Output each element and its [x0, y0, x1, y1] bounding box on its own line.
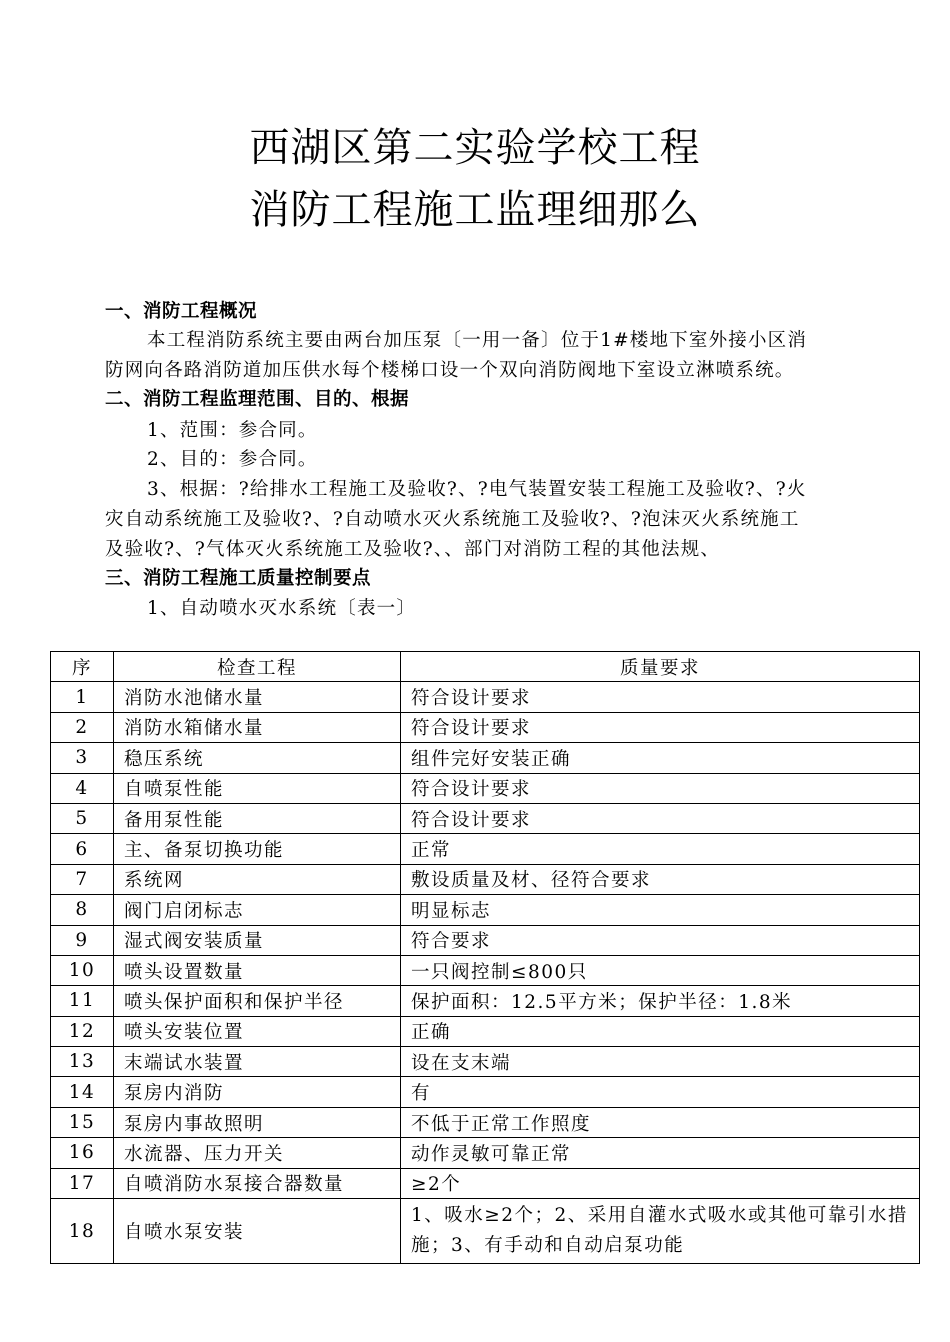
table-row	[51, 864, 920, 894]
row-requirement: 敷设质量及材、径符合要求	[401, 864, 920, 894]
row-item: 自喷水泵安装	[114, 1199, 401, 1264]
table-row	[51, 986, 920, 1016]
row-item: 消防水池储水量	[114, 682, 401, 712]
table-row	[51, 773, 920, 803]
row-requirement: 不低于正常工作照度	[401, 1107, 920, 1137]
table-row	[51, 1199, 920, 1264]
table-row	[51, 895, 920, 925]
row-item: 系统网	[114, 864, 401, 894]
row-index: 2	[51, 712, 114, 742]
header-quality-requirement: 质量要求	[401, 652, 920, 682]
row-requirement: ≥2个	[401, 1168, 920, 1198]
row-item: 喷头设置数量	[114, 955, 401, 985]
section-heading-overview: 一、消防工程概况	[105, 301, 258, 322]
row-item: 喷头保护面积和保护半径	[114, 986, 401, 1016]
table-row	[51, 682, 920, 712]
row-index: 14	[51, 1077, 114, 1107]
row-item: 泵房内消防	[114, 1077, 401, 1107]
row-index: 5	[51, 803, 114, 833]
row-item: 泵房内事故照明	[114, 1107, 401, 1137]
row-index: 13	[51, 1047, 114, 1077]
document-title-line1: 西湖区第二实验学校工程	[249, 125, 701, 171]
row-item: 备用泵性能	[114, 803, 401, 833]
table-row	[51, 1016, 920, 1046]
section-heading-scope: 二、消防工程监理范围、目的、根据	[105, 389, 410, 410]
row-index: 1	[51, 682, 114, 712]
scope-item-basis-line1: 3、根据：?给排水工程施工及验收?、?电气装置安装工程施工及验收?、?火	[147, 479, 807, 500]
table-row	[51, 1077, 920, 1107]
scope-item-basis-line2: 灾自动系统施工及验收?、?自动喷水灭火系统施工及验收?、?泡沫灭火系统施工	[105, 509, 800, 530]
row-requirement: 设在支末端	[401, 1047, 920, 1077]
row-requirement: 正确	[401, 1016, 920, 1046]
row-requirement: 明显标志	[401, 895, 920, 925]
row-item: 主、备泵切换功能	[114, 834, 401, 864]
document-title-line2: 消防工程施工监理细那么	[249, 187, 701, 233]
row-item: 末端试水装置	[114, 1047, 401, 1077]
row-requirement: 动作灵敏可靠正常	[401, 1138, 920, 1168]
row-index: 7	[51, 864, 114, 894]
row-requirement: 一只阀控制≤800只	[401, 955, 920, 985]
scope-item-basis-line3: 及验收?、?气体灭火系统施工及验收?、、部门对消防工程的其他法规、	[105, 539, 721, 560]
row-requirement: 符合设计要求	[401, 773, 920, 803]
header-inspection-item: 检查工程	[114, 652, 401, 682]
row-index: 17	[51, 1168, 114, 1198]
row-item: 稳压系统	[114, 743, 401, 773]
row-requirement: 组件完好安装正确	[401, 743, 920, 773]
table-row	[51, 834, 920, 864]
row-requirement: 1、吸水≥2个；2、采用自灌水式吸水或其他可靠引水措施；3、有手动和自动启泵功能	[401, 1199, 920, 1264]
sprinkler-inspection-table	[50, 651, 920, 1264]
row-index: 4	[51, 773, 114, 803]
row-requirement: 正常	[401, 834, 920, 864]
row-item: 自喷消防水泵接合器数量	[114, 1168, 401, 1198]
header-index: 序	[51, 652, 114, 682]
row-requirement: 符合设计要求	[401, 712, 920, 742]
row-requirement: 有	[401, 1077, 920, 1107]
row-item: 喷头安装位置	[114, 1016, 401, 1046]
section-heading-quality: 三、消防工程施工质量控制要点	[105, 568, 372, 589]
row-item: 阀门启闭标志	[114, 895, 401, 925]
row-index: 11	[51, 986, 114, 1016]
row-item: 湿式阀安装质量	[114, 925, 401, 955]
overview-paragraph-line2: 防网向各路消防道加压供水每个楼梯口设一个双向消防阀地下室设立淋喷系统。	[105, 360, 795, 381]
table-row	[51, 925, 920, 955]
row-index: 16	[51, 1138, 114, 1168]
table-row	[51, 1107, 920, 1137]
row-index: 9	[51, 925, 114, 955]
row-index: 12	[51, 1016, 114, 1046]
overview-paragraph-line1: 本工程消防系统主要由两台加压泵〔一用一备〕位于1#楼地下室外接小区消	[147, 330, 808, 351]
row-requirement: 符合设计要求	[401, 682, 920, 712]
table-row	[51, 803, 920, 833]
row-index: 10	[51, 955, 114, 985]
row-requirement: 符合要求	[401, 925, 920, 955]
row-index: 18	[51, 1199, 114, 1264]
table-row	[51, 1047, 920, 1077]
table-row	[51, 712, 920, 742]
row-item: 水流器、压力开关	[114, 1138, 401, 1168]
table-row	[51, 1138, 920, 1168]
table-row	[51, 955, 920, 985]
row-index: 3	[51, 743, 114, 773]
table-header-row	[51, 652, 920, 682]
row-item: 消防水箱储水量	[114, 712, 401, 742]
row-index: 15	[51, 1107, 114, 1137]
row-requirement: 符合设计要求	[401, 803, 920, 833]
table-row	[51, 743, 920, 773]
row-item: 自喷泵性能	[114, 773, 401, 803]
row-index: 6	[51, 834, 114, 864]
quality-item-sprinkler: 1、自动喷水灭水系统〔表一〕	[147, 598, 417, 619]
table-row	[51, 1168, 920, 1198]
row-requirement: 保护面积：12.5平方米；保护半径：1.8米	[401, 986, 920, 1016]
scope-item-purpose: 2、目的：参合同。	[147, 449, 318, 470]
row-index: 8	[51, 895, 114, 925]
scope-item-range: 1、范围：参合同。	[147, 420, 318, 441]
